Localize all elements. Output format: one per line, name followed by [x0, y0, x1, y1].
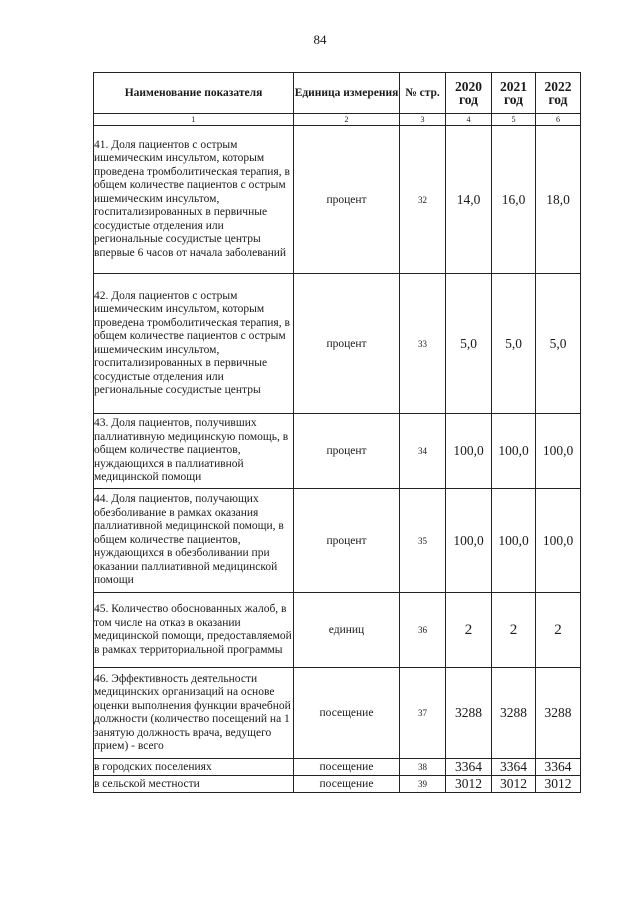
value-2021: 3012	[492, 776, 536, 793]
indicator-unit: процент	[294, 414, 400, 489]
value-2020: 5,0	[446, 274, 492, 414]
value-2022: 18,0	[536, 126, 581, 274]
indicator-unit: посещение	[294, 759, 400, 776]
value-2021: 3288	[492, 668, 536, 759]
table-row	[94, 668, 581, 759]
value-2020: 2	[446, 593, 492, 668]
indicator-unit: посещение	[294, 668, 400, 759]
value-2020: 100,0	[446, 414, 492, 489]
header-page: № стр.	[400, 73, 446, 114]
indicator-name: в сельской местности	[94, 776, 294, 793]
column-number: 3	[400, 114, 446, 126]
indicators-table	[93, 72, 581, 793]
header-name: Наименование показателя	[94, 73, 294, 114]
value-2021: 3364	[492, 759, 536, 776]
header-2021: 2021 год	[492, 73, 536, 114]
value-2021: 2	[492, 593, 536, 668]
indicator-unit: процент	[294, 274, 400, 414]
indicator-name: 45. Количество обоснованных жалоб, в том числе на отказ в оказании медицинской помощи, предоставляемой в рамках территориальной программы	[94, 593, 294, 668]
column-number: 4	[446, 114, 492, 126]
indicator-name: 43. Доля пациентов, получивших паллиативную медицинскую помощь, в общем количестве пациентов, нуждающихся в паллиативной медицинской помощи	[94, 414, 294, 489]
column-number: 6	[536, 114, 581, 126]
value-2022: 3288	[536, 668, 581, 759]
header-row	[94, 73, 581, 114]
table-row	[94, 489, 581, 593]
value-2020: 14,0	[446, 126, 492, 274]
value-2021: 100,0	[492, 489, 536, 593]
value-2021: 16,0	[492, 126, 536, 274]
indicator-page: 38	[400, 759, 446, 776]
column-number: 2	[294, 114, 400, 126]
indicator-page: 35	[400, 489, 446, 593]
value-2021: 5,0	[492, 274, 536, 414]
value-2020: 3288	[446, 668, 492, 759]
header-unit: Единица измерения	[294, 73, 400, 114]
indicator-unit: единиц	[294, 593, 400, 668]
indicator-page: 34	[400, 414, 446, 489]
indicator-page: 37	[400, 668, 446, 759]
table-row	[94, 126, 581, 274]
header-2022: 2022 год	[536, 73, 581, 114]
value-2021: 100,0	[492, 414, 536, 489]
indicator-name: 42. Доля пациентов с острым ишемическим инсультом, которым проведена тромболитическая терапия, в общем количестве пациентов с острым ишемическим инсультом, госпитализированных в первичные сосудистые отделения или региональные сосудистые центры	[94, 274, 294, 414]
page-number: 84	[313, 32, 327, 47]
table-row	[94, 593, 581, 668]
table-row	[94, 776, 581, 793]
value-2022: 100,0	[536, 414, 581, 489]
indicator-name: 46. Эффективность деятельности медицинских организаций на основе оценки выполнения функции врачебной должности (количество посещений на 1 занятую должность врача, ведущего прием) - всего	[94, 668, 294, 759]
value-2022: 100,0	[536, 489, 581, 593]
indicator-name: 44. Доля пациентов, получающих обезболивание в рамках оказания паллиативной медицинской помощи, в общем количестве пациентов, нуждающихся в обезболивании при оказании паллиативной медицинской помощи	[94, 489, 294, 593]
header-2020: 2020 год	[446, 73, 492, 114]
indicator-page: 32	[400, 126, 446, 274]
value-2020: 3364	[446, 759, 492, 776]
value-2020: 3012	[446, 776, 492, 793]
table-row	[94, 274, 581, 414]
column-number: 1	[94, 114, 294, 126]
indicator-unit: процент	[294, 126, 400, 274]
table-row	[94, 414, 581, 489]
indicator-name: 41. Доля пациентов с острым ишемическим инсультом, которым проведена тромболитическая терапия, в общем количестве пациентов с острым ишемическим инсультом, госпитализированных в первичные сосудистые отделения или региональные сосудистые центры впервые 6 часов от начала заболеваний	[94, 126, 294, 274]
column-number: 5	[492, 114, 536, 126]
indicator-unit: процент	[294, 489, 400, 593]
value-2022: 2	[536, 593, 581, 668]
value-2022: 3012	[536, 776, 581, 793]
indicator-page: 39	[400, 776, 446, 793]
value-2022: 3364	[536, 759, 581, 776]
table-row	[94, 759, 581, 776]
value-2022: 5,0	[536, 274, 581, 414]
value-2020: 100,0	[446, 489, 492, 593]
indicator-unit: посещение	[294, 776, 400, 793]
indicator-page: 33	[400, 274, 446, 414]
indicator-name: в городских поселениях	[94, 759, 294, 776]
column-number-row	[94, 114, 581, 126]
indicator-page: 36	[400, 593, 446, 668]
